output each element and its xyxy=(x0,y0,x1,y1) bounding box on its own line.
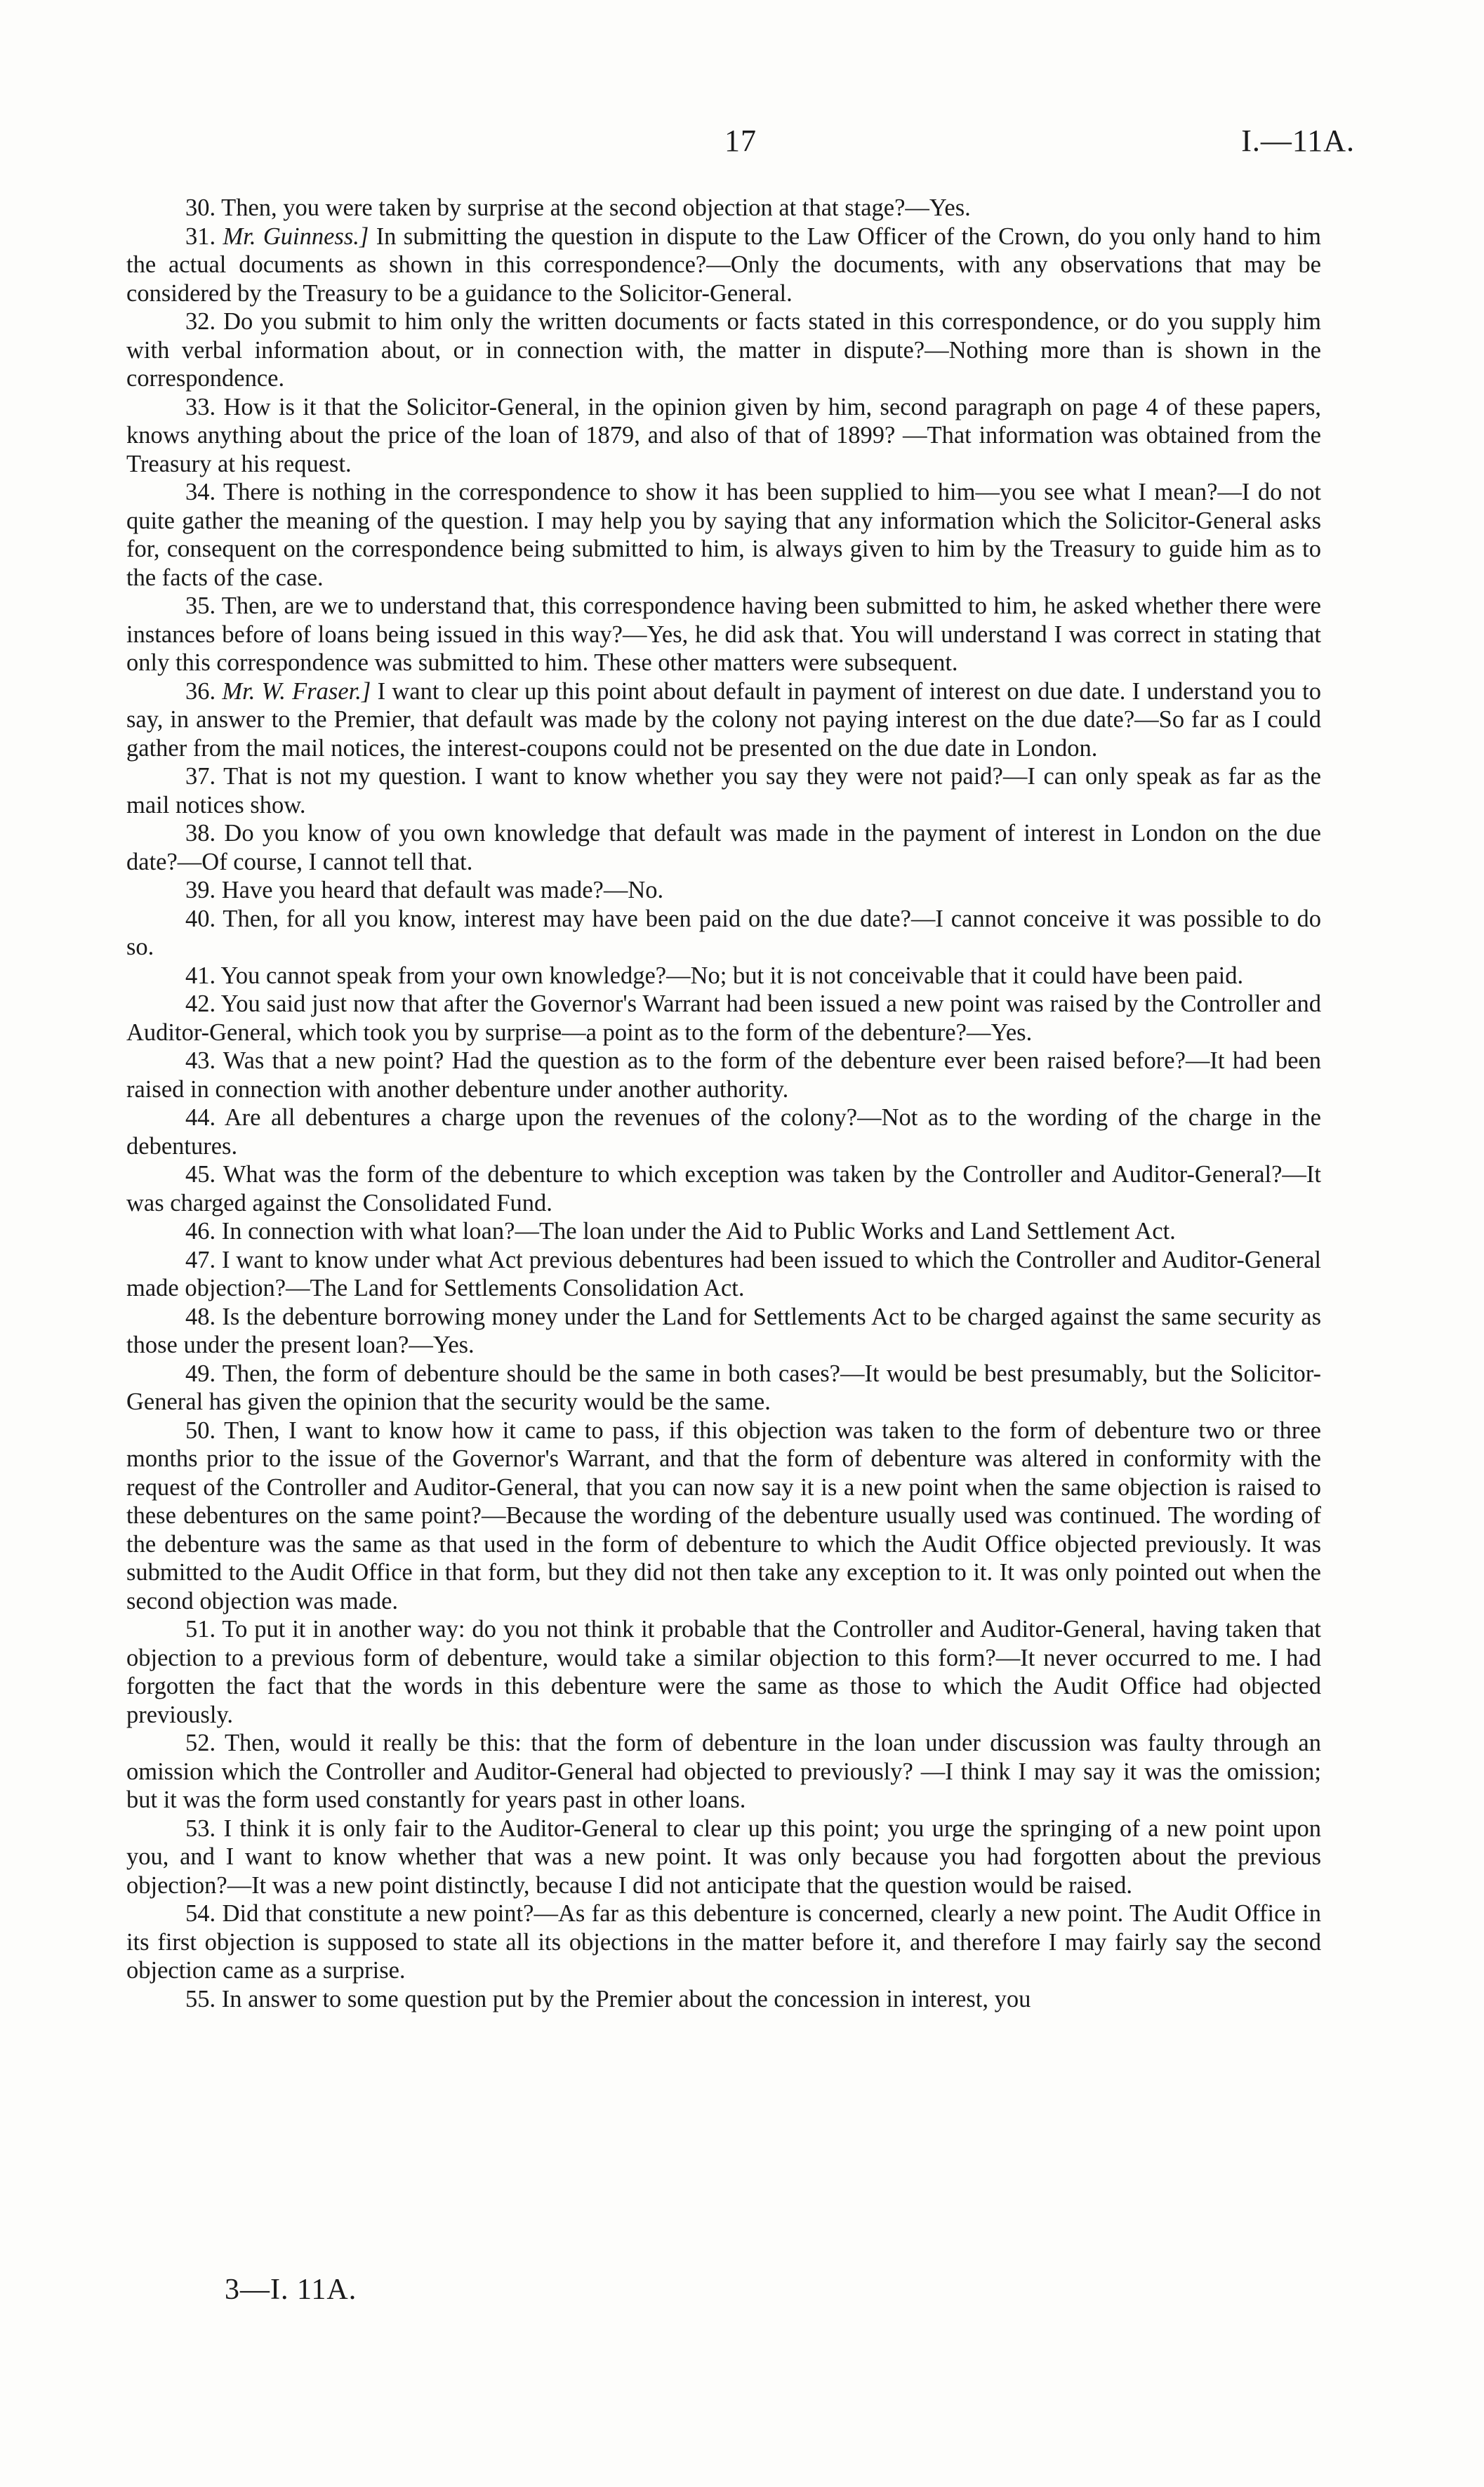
question-answer-paragraph: 52. Then, would it really be this: that the form of debenture in the loan under discussion was faulty through an omission which the Controller and Auditor-General had objected to previously? —I think I may say it was the omission; but it was the form used constantly for years past in other loans. xyxy=(126,1730,1321,1813)
printer-signature: 3—I. 11A. xyxy=(225,2274,357,2306)
question-answer-paragraph: 42. You said just now that after the Governor's Warrant had been issued a new point was raised by the Controller and Auditor-General, which took you by surprise—a point as to the form of the debenture?—Yes. xyxy=(126,990,1321,1046)
question-answer-paragraph: 32. Do you submit to him only the written documents or facts stated in this correspondence, or do you supply him with verbal information about, or in connection with, the matter in dispute?—Nothing more than is shown in the correspondence. xyxy=(126,308,1321,392)
question-answer-paragraph: 39. Have you heard that default was made?—No. xyxy=(185,877,664,903)
question-answer-paragraph: 45. What was the form of the debenture to which exception was taken by the Controller and Auditor-General?—It was charged against the Consolidated Fund. xyxy=(126,1161,1321,1216)
speaker-name: Mr. Guinness.] xyxy=(223,223,369,250)
page-number: 17 xyxy=(724,124,757,158)
paragraph-text: In submitting the question in dispute to the Law Officer of the Crown, do you only hand to him the actual documents as shown in this correspondence?—Only the documents, with any observations that may be considered by the Treasury to be a guidance to the Solicitor-General. xyxy=(126,223,1322,307)
question-answer-paragraph: 53. I think it is only fair to the Auditor-General to clear up this point; you urge the springing of a new point upon you, and I want to know whether that was a new point. It was only because you had forgotten about the previous objection?—It was a new point distinctly, because I did not anticipate that the question would be raised. xyxy=(126,1815,1321,1899)
question-answer-paragraph: 50. Then, I want to know how it came to pass, if this objection was taken to the form of debenture two or three months prior to the issue of the Governor's Warrant, and that the form of debenture was altered in conformity with the request of the Controller and Auditor-General, that you can now say it is a new point when the same objection is raised to these debentures on the same point?—Because the wording of the debenture usually used was continued. The wording of the debenture was the same as that used in the form of debenture to which the Audit Office objected previously. It was submitted to the Audit Office in that form, but they did not then take any exception to it. It was only pointed out when the second objection was made. xyxy=(126,1417,1321,1614)
question-answer-paragraph: 41. You cannot speak from your own knowledge?—No; but it is not conceivable that it could have been paid. xyxy=(185,962,1244,989)
question-answer-paragraph: 38. Do you know of you own knowledge that default was made in the payment of interest in London on the due date?—Of course, I cannot tell that. xyxy=(126,820,1321,875)
question-answer-paragraph: 47. I want to know under what Act previous debentures had been issued to which the Controller and Auditor-General made objection?—The Land for Settlements Consolidation Act. xyxy=(126,1246,1321,1301)
question-answer-paragraph: 55. In answer to some question put by the Premier about the concession in interest, you xyxy=(185,1985,1031,2012)
question-answer-paragraph xyxy=(126,677,1321,763)
question-answer-paragraph: 44. Are all debentures a charge upon the revenues of the colony?—Not as to the wording of the charge in the debentures. xyxy=(126,1104,1321,1160)
question-answer-paragraph xyxy=(126,223,1321,308)
paragraph-number: 36. xyxy=(185,677,216,705)
document-reference: I.—11A. xyxy=(1241,124,1355,158)
page-header xyxy=(126,123,1355,172)
question-answer-paragraph: 49. Then, the form of debenture should be the same in both cases?—It would be best presumably, but the Solicitor-General has given the opinion that the security would be the same. xyxy=(126,1360,1321,1415)
question-answer-paragraph: 35. Then, are we to understand that, this correspondence having been submitted to him, he asked whether there were instances before of loans being issued in this way?—Yes, he did ask that. You will understand I was correct in stating that only this correspondence was submitted to him. These other matters were subsequent. xyxy=(126,592,1321,676)
paragraph-text: I want to clear up this point about default in payment of interest on due date. I understand you to say, in answer to the Premier, that default was made by the colony not paying interest on the due date?—So far as I could gather from the mail notices, the interest-coupons could not be presented on the due date in London. xyxy=(126,677,1321,762)
paragraph-number: 31. xyxy=(185,223,216,250)
question-answer-paragraph: 48. Is the debenture borrowing money under the Land for Settlements Act to be charged against the same security as those under the present loan?—Yes. xyxy=(126,1303,1321,1358)
question-answer-paragraph: 40. Then, for all you know, interest may have been paid on the due date?—I cannot conceive it was possible to do so. xyxy=(126,905,1321,960)
speaker-name: Mr. W. Fraser.] xyxy=(222,677,371,705)
question-answer-paragraph: 30. Then, you were taken by surprise at the second objection at that stage?—Yes. xyxy=(185,194,971,221)
question-answer-paragraph: 54. Did that constitute a new point?—As far as this debenture is concerned, clearly a new point. The Audit Office in its first objection is supposed to state all its objections in the matter before it, and therefore I may fairly say the second objection came as a surprise. xyxy=(126,1900,1321,1984)
question-answer-paragraph: 51. To put it in another way: do you not think it probable that the Controller and Auditor-General, having taken that objection to a previous form of debenture, would take a similar objection to this form?—It never occurred to me. I had forgotten the fact that the words in this debenture were the same as those to which the Audit Office had objected previously. xyxy=(126,1616,1321,1728)
question-answer-paragraph: 34. There is nothing in the correspondence to show it has been supplied to him—you see what I mean?—I do not quite gather the meaning of the question. I may help you by saying that any information which the Solicitor-General asks for, consequent on the correspondence being submitted to him, is always given to him by the Treasury to guide him as to the facts of the case. xyxy=(126,479,1321,591)
question-answer-paragraph: 37. That is not my question. I want to know whether you say they were not paid?—I can only speak as far as the mail notices show. xyxy=(126,763,1321,818)
question-answer-paragraph: 33. How is it that the Solicitor-General, in the opinion given by him, second paragraph on page 4 of these papers, knows anything about the price of the loan of 1879, and also of that of 1899? —That information was obtained from the Treasury at his request. xyxy=(126,393,1321,477)
document-body xyxy=(126,194,1321,2013)
question-answer-paragraph: 46. In connection with what loan?—The loan under the Aid to Public Works and Land Settlement Act. xyxy=(185,1218,1176,1245)
question-answer-paragraph: 43. Was that a new point? Had the question as to the form of the debenture ever been raised before?—It had been raised in connection with another debenture under another authority. xyxy=(126,1047,1321,1103)
